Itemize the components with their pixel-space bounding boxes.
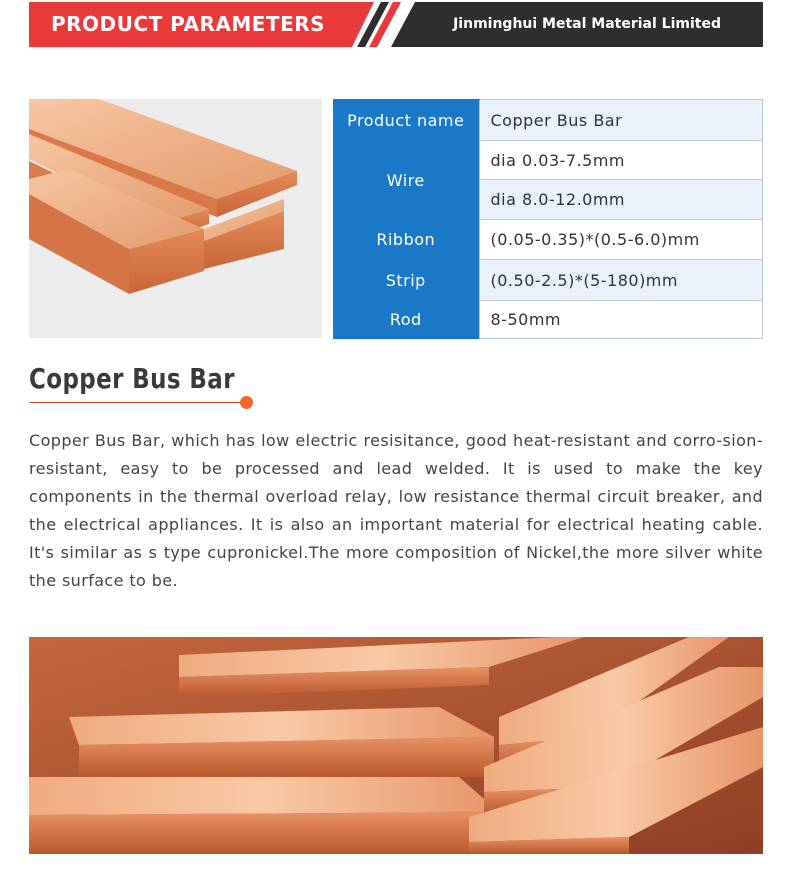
company-name: Jinminghui Metal Material Limited — [453, 16, 721, 32]
section-dot — [240, 396, 253, 409]
product-description: Copper Bus Bar, which has low electric resisitance, good heat-resistant and corro-sion-resistant, easy to be processed and lead welded. It is used to make the key components in the thermal overload relay, low resistance thermal circuit breaker, and the electrical appliances. It is also an important material for electrical heating cable. It's similar as s type cupronickel.The more composition of Nickel,the more silver white the surface to be. — [29, 431, 763, 590]
param-value: Copper Bus Bar — [479, 100, 763, 141]
copper-bars-closeup-photo — [29, 637, 763, 854]
table-row — [333, 100, 763, 141]
section-underline — [29, 402, 245, 403]
param-value: (0.05-0.35)*(0.5-6.0)mm — [479, 220, 763, 260]
param-value: dia 8.0-12.0mm — [479, 180, 763, 220]
param-value: 8-50mm — [479, 301, 763, 339]
parameter-table — [333, 99, 763, 339]
param-label: Ribbon — [333, 220, 479, 260]
param-value: (0.50-2.5)*(5-180)mm — [479, 260, 763, 301]
param-value: dia 0.03-7.5mm — [479, 141, 763, 180]
copper-bars-illustration — [29, 99, 322, 338]
table-row — [333, 220, 763, 260]
header-banner — [29, 2, 763, 47]
copper-bars-closeup-illustration — [29, 637, 763, 854]
param-label: Wire — [333, 141, 479, 220]
table-row — [333, 141, 763, 180]
table-row — [333, 301, 763, 339]
param-label: Strip — [333, 260, 479, 301]
section-title: Copper Bus Bar — [29, 362, 235, 395]
banner-title: PRODUCT PARAMETERS — [51, 12, 326, 36]
param-label: Rod — [333, 301, 479, 339]
param-label: Product name — [333, 100, 479, 141]
copper-bars-photo — [29, 99, 322, 338]
table-row — [333, 260, 763, 301]
